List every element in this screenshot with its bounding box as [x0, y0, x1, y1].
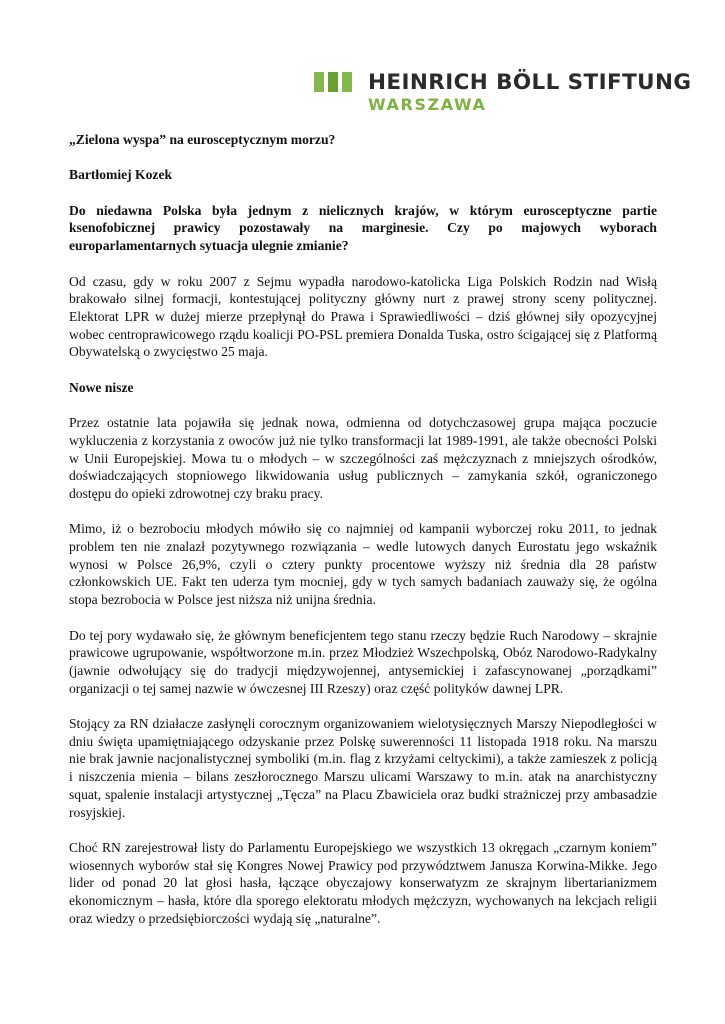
- article-paragraph: Przez ostatnie lata pojawiła się jednak nowa, odmienna od dotychczasowej grupa mająca poczucie wykluczenia z korzystania z owoców już nie tylko transformacji lat 1989-1991, ale także obecności Polski w Unii Europejskiej. Mowa tu o młodych – w szczególności zaś mężczyznach z mniejszych ośrodków, doświadczających stopniowego likwidowania usług publicznych – zamykania szkół, ograniczonego dostępu do opieki zdrowotnej czy braku pracy.: [69, 415, 657, 501]
- article-body: [69, 131, 657, 945]
- logo-name: HEINRICH BÖLL STIFTUNG: [368, 70, 692, 95]
- logo-bars-icon: [314, 72, 352, 92]
- article-lead: Do niedawna Polska była jednym z nielicznych krajów, w którym eurosceptyczne partie ksenofobicznej prawicy pozostawały na marginesie. Czy po majowych wyborach europarlamentarnych sytuacja ulegnie zmianie?: [69, 202, 657, 254]
- article-paragraph: Choć RN zarejestrował listy do Parlamentu Europejskiego we wszystkich 13 okręgach „czarnym koniem” wiosennych wyborów stał się Kongres Nowej Prawicy pod przywództwem Janusza Korwina-Mikke. Jego lider od ponad 20 lat głosi hasła, łączące obyczajowy konserwatyzm ze skrajnym libertarianizmem ekonomicznym – hasła, które dla sporego elektoratu młodych mężczyzn, wychowanych na lekcjach religii oraz wiedzy o przedsiębiorczości wydają się „naturalne”.: [69, 839, 657, 926]
- article-intro-paragraph: Od czasu, gdy w roku 2007 z Sejmu wypadła narodowo-katolicka Liga Polskich Rodzin nad Wisłą brakowało silnej formacji, kontestującej polityczny główny nurt z prawej strony sceny politycznej. Elektorat LPR w dużej mierze przepłynął do Prawa i Sprawiedliwości – dziś głównej siły opozycyjnej wobec centroprawicowego rządu koalicji PO-PSL premiera Donalda Tuska, ostro ścigającej się z Platformą Obywatelską o zwycięstwo 25 maja.: [69, 273, 657, 360]
- section-heading: Nowe nisze: [69, 379, 134, 395]
- article-paragraph: Do tej pory wydawało się, że głównym beneficjentem tego stanu rzeczy będzie Ruch Narodowy – skrajnie prawicowe ugrupowanie, współtworzone m.in. przez Młodzież Wszechpolską, Obóz Narodowo-Radykalny (jawnie odwołujący się do tradycji międzywojennej, antysemickiej i zafascynowanej „porządkami” organizacji o tej samej nazwie w ówczesnej III Rzeszy) oraz część polityków dawnej LPR.: [69, 627, 657, 696]
- article-author: Bartłomiej Kozek: [69, 167, 173, 183]
- article-paragraph: Mimo, iż o bezrobociu młodych mówiło się co najmniej od kampanii wyborczej roku 2011, to jednak problem ten nie znalazł pozytywnego rozwiązania – wedle lutowych danych Eurostatu jego wskaźnik wynosi w Polsce 26,9%, czyli o cztery punkty procentowe wyższy niż średnia dla 28 państw członkowskich UE. Fakt ten uderza tym mocniej, gdy w tych samych badaniach zauważy się, że ogólna stopa bezrobocia w Polsce jest niższa niż unijna średnia.: [69, 521, 657, 608]
- foundation-logo: [314, 70, 692, 116]
- logo-city: WARSZAWA: [368, 95, 487, 114]
- article-title: „Zielona wyspa” na eurosceptycznym morzu?: [69, 132, 336, 147]
- article-paragraph: Stojący za RN działacze zasłynęli corocznym organizowaniem wielotysięcznych Marszy Niepodległości w dniu święta upamiętniającego odzyskanie przez Polskę suwerenności 11 listopada 1918 roku. Na marszu nie brak jawnie nacjonalistycznej symboliki (m.in. flag z krzyżami celtyckimi), a także zamieszek z policją i niszczenia mienia – bilans zeszłorocznego Marszu ulicami Warszawy to m.in. atak na anarchistyczny squat, spalenie instalacji artystycznej „Tęcza” na Placu Zbawiciela oraz budki strażniczej przy ambasadzie rosyjskiej.: [69, 716, 657, 820]
